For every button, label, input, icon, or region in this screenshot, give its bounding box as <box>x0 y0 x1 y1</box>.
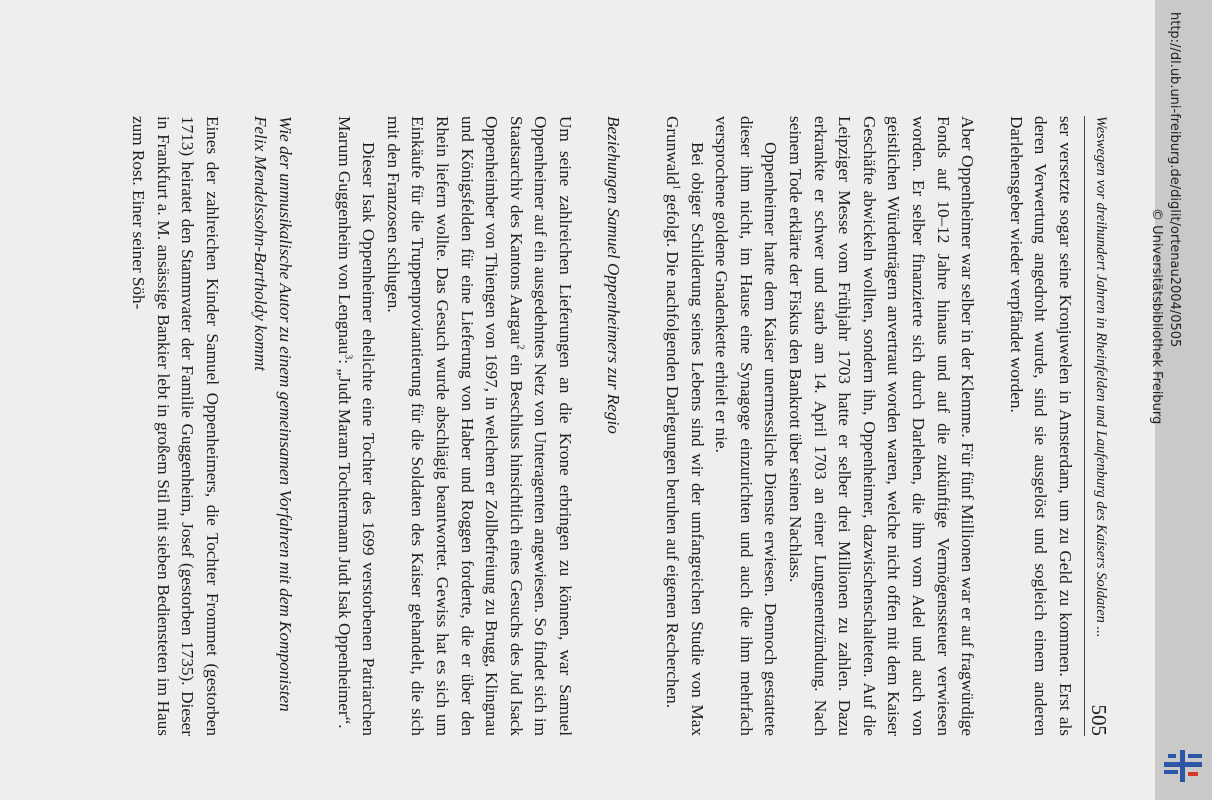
page-body <box>125 116 1077 736</box>
paragraph: Bei obiger Schilderung seines Lebens sind wir der umfangreichen Studie von Max Grunwald$^1$ gefolgt. Die nachfolgenden Darlegungen beruhen auf eigenen Recherchen. <box>663 116 707 736</box>
running-title: Weswegen vor dreihundert Jahren in Rheinfelden und Laufenburg des Kaisers Soldaten ... <box>1093 116 1109 638</box>
source-url-link[interactable]: http://dl.ub.uni-freiburg.de/diglit/ortenau2004/0505 <box>1167 12 1182 348</box>
footnote-ref: 3 <box>342 354 354 360</box>
copyright-notice: © Universitätsbibliothek Freiburg <box>1149 208 1164 425</box>
paragraph: Aber Oppenheimer war selber in der Klemme. Für fünf Millionen war er auf fragwürdige Fonds auf 10–12 Jahre hinaus und auf die zukünftige Vermögenssteuer verwiesen worden. Er selber finanzierte sich durch Darlehen, die ihm vom Adel und auch von geistlichen Würdenträgern anvertraut worden waren, welche nicht offen mit dem Kaiser Geschäfte abwickeln wollten, sondern ihn, Oppenheimer, dazwischenschalteten. Auf die Leipziger Messe vom Frühjahr 1703 hatte er selber drei Millionen zu zahlen. Dazu erkrankte er schwer und starb am 14. April 1703 an einer Lungenentzündung. Nach seinem Tode erklärte der Fiskus den Bankrott über seinen Nachlass. <box>786 116 978 736</box>
page-header <box>1084 116 1115 736</box>
book-page <box>50 0 1150 800</box>
paragraph: Dieser Isak Oppenheimer ehelichte eine Tochter des 1699 verstorbenen Patriarchen Marum Guggenheim von Lengnau$^3$: „Judt Maram Tochtermann Judt Isak Oppenheimer“. <box>334 116 379 736</box>
section-heading: Wie der unmusikalische Autor zu einem gemeinsamen Vorfahren mit dem Komponisten Felix Mendelssohn-Bartholdy kommt <box>251 116 295 712</box>
footnote-ref: 1 <box>670 184 682 190</box>
paragraph: Eines der zahlreichen Kinder Samuel Oppenheimers, die Tochter Frommet (gestorben 1713) heiratet den Stammvater der Familie Guggenheim, Josef (gestorben 1735). Dieser in Frankfurt a. M. ansässige Bankier lebt in großem Stil mit sieben Bediensteten im Haus zum Rost. Einer seiner Söh- <box>129 116 222 736</box>
page-text-block <box>50 116 1150 736</box>
paragraph: Oppenheimer hatte dem Kaiser unermessliche Dienste erwiesen. Dennoch gestattete dieser ihm nicht, im Hause eine Synagoge einzurichten und auch die ihm mehrfach versprochene goldene Gnadenkette erhielt er nie. <box>712 116 781 736</box>
section-heading: Beziehungen Samuel Oppenheimers zur Regio <box>604 116 624 434</box>
footnote-ref: 2 <box>514 344 526 350</box>
paragraph: Um seine zahlreichen Lieferungen an die Krone erbringen zu können, war Samuel Oppenheimer auf ein ausgedehntes Netz von Unteragenten angewiesen. So findet sich im Staatsarchiv des Kantons Aargau$^2$ ein Beschluss hinsichtlich eines Gesuchs des Jud Isack Oppenheimber von Thiengen von 1697, in welchem er Zollbefreiung zu Brugg, Klingnau und Königsfelden für eine Lieferung von Haber und Roggen forderte, die er über den Rhein liefern wollte. Das Gesuch wurde abschlägig beantwortet. Gewiss hat es sich um Einkäufe für die Truppenproviantierung für die Soldaten des Kaiser gehandelt, die sich mit den Franzosen schlugen. <box>383 116 575 736</box>
page-number: 505 <box>1087 704 1111 736</box>
ub-freiburg-logo-icon <box>1162 748 1204 784</box>
paragraph: ser versetzte sogar seine Kronjuwelen in Amsterdam, um zu Geld zu kommen. Erst als deren Verwertung angedroht wurde, sind sie ausgelöst und sogleich einem anderen Darlehensgeber wieder verpfändet worden. <box>1006 116 1075 736</box>
